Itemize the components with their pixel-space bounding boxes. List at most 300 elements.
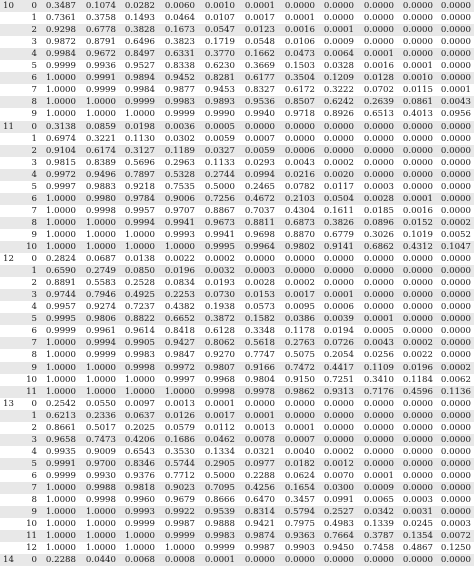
probability-cell: 0.9274	[85, 302, 116, 313]
probability-cell: 0.8891	[45, 278, 76, 289]
probability-cell: 0.9972	[45, 169, 76, 180]
n-cell	[1, 108, 16, 120]
probability-cell: 1.0000	[45, 386, 76, 397]
table-row	[0, 48, 474, 60]
probability-cell: 0.2824	[45, 254, 76, 265]
probability-cell: 0.6652	[164, 314, 195, 325]
probability-cell: 0.0001	[402, 61, 433, 72]
probability-cell: 1.0000	[124, 242, 155, 252]
n-cell: 12	[3, 254, 14, 265]
probability-cell: 0.0994	[244, 169, 275, 180]
probability-cell: 0.6513	[363, 109, 394, 120]
probability-cell: 0.9972	[164, 362, 195, 373]
probability-cell: 0.0000	[363, 302, 394, 313]
probability-cell: 0.1109	[363, 362, 394, 373]
probability-cell: 1.0000	[45, 519, 76, 530]
x-cell: 10	[26, 519, 37, 530]
probability-cell: 1.0000	[45, 229, 76, 240]
probability-cell: 0.9421	[244, 519, 275, 530]
probability-cell: 1.0000	[85, 217, 116, 228]
x-cell: 9	[31, 507, 37, 518]
x-cell: 5	[31, 458, 37, 469]
probability-cell: 0.0000	[440, 37, 471, 48]
probability-cell: 0.2336	[85, 410, 116, 421]
probability-cell: 0.7472	[284, 362, 315, 373]
probability-cell: 0.9815	[45, 157, 76, 168]
probability-cell: 0.0117	[323, 181, 354, 192]
probability-cell: 0.0000	[363, 25, 394, 36]
x-cell: 3	[31, 434, 37, 445]
probability-cell: 0.0107	[204, 13, 235, 24]
table-row	[0, 325, 474, 337]
probability-cell: 0.0059	[244, 145, 275, 156]
probability-cell: 1.0000	[45, 362, 76, 373]
probability-cell: 0.1189	[164, 145, 195, 156]
probability-cell: 0.1133	[204, 157, 235, 168]
probability-cell: 0.0302	[164, 133, 195, 144]
probability-cell: 0.9997	[164, 374, 195, 385]
probability-cell: 0.0052	[440, 229, 471, 240]
probability-cell: 0.0001	[323, 25, 354, 36]
n-cell	[1, 217, 16, 229]
table-row	[0, 229, 474, 241]
table-row	[0, 458, 474, 470]
probability-cell: 0.9009	[85, 446, 116, 457]
x-cell: 8	[31, 97, 37, 108]
probability-cell: 0.6778	[85, 25, 116, 36]
probability-cell: 0.0013	[244, 422, 275, 433]
probability-cell: 0.8338	[164, 61, 195, 72]
probability-cell: 0.0000	[323, 422, 354, 433]
probability-cell: 0.5075	[284, 350, 315, 361]
probability-cell: 0.0001	[244, 1, 275, 11]
probability-cell: 0.4925	[124, 290, 155, 301]
x-cell: 2	[31, 145, 37, 156]
probability-cell: 0.9998	[85, 495, 116, 506]
probability-cell: 0.0000	[440, 314, 471, 325]
probability-cell: 0.0182	[284, 458, 315, 469]
probability-cell: 0.0000	[323, 266, 354, 277]
n-cell	[1, 12, 16, 24]
probability-cell: 0.0000	[363, 458, 394, 469]
n-cell	[1, 374, 16, 386]
probability-cell: 0.1654	[284, 483, 315, 493]
probability-cell: 0.0043	[363, 338, 394, 349]
probability-cell: 0.2025	[124, 422, 155, 433]
probability-cell: 0.0123	[244, 25, 275, 36]
probability-cell: 0.3826	[323, 217, 354, 228]
probability-cell: 0.0000	[363, 145, 394, 156]
probability-cell: 0.9998	[124, 362, 155, 373]
probability-cell: 0.0000	[402, 25, 433, 36]
n-cell	[1, 289, 16, 301]
probability-cell: 0.2253	[164, 290, 195, 301]
probability-cell: 0.3530	[164, 446, 195, 457]
probability-cell: 0.0001	[363, 314, 394, 325]
probability-cell: 0.6213	[45, 410, 76, 421]
probability-cell: 0.0002	[440, 217, 471, 228]
probability-cell: 0.0000	[440, 422, 471, 433]
probability-cell: 0.0547	[204, 25, 235, 36]
probability-cell: 0.0548	[244, 37, 275, 48]
x-cell: 5	[31, 181, 37, 192]
probability-cell: 0.4983	[323, 519, 354, 530]
probability-cell: 0.8281	[204, 73, 235, 84]
probability-cell: 0.8346	[124, 458, 155, 469]
probability-cell: 0.0386	[284, 314, 315, 325]
probability-cell: 0.4256	[244, 483, 275, 493]
probability-cell: 0.9999	[85, 350, 116, 361]
probability-cell: 0.9968	[204, 374, 235, 385]
n-cell	[1, 301, 16, 313]
n-cell	[1, 446, 16, 458]
n-cell	[1, 337, 16, 349]
n-cell	[1, 530, 16, 542]
probability-cell: 1.0000	[85, 386, 116, 397]
probability-cell: 0.0000	[402, 49, 433, 60]
probability-cell: 0.0687	[85, 254, 116, 265]
probability-cell: 0.0060	[164, 1, 195, 11]
x-cell: 2	[31, 25, 37, 36]
probability-cell: 0.6172	[284, 85, 315, 96]
probability-cell: 0.0991	[323, 495, 354, 506]
probability-cell: 0.2763	[284, 338, 315, 349]
probability-cell: 0.0000	[244, 254, 275, 265]
x-cell: 11	[26, 531, 37, 542]
probability-cell: 0.9999	[164, 531, 195, 542]
probability-cell: 0.9218	[124, 181, 155, 192]
probability-cell: 0.0573	[244, 302, 275, 313]
probability-cell: 0.9784	[124, 193, 155, 204]
probability-cell: 0.0000	[440, 458, 471, 469]
probability-cell: 0.0072	[440, 531, 471, 542]
probability-cell: 0.9847	[164, 350, 195, 361]
probability-cell: 0.2639	[363, 97, 394, 108]
probability-cell: 0.0000	[440, 302, 471, 313]
table-row	[0, 12, 474, 24]
probability-cell: 0.6543	[124, 446, 155, 457]
probability-cell: 0.1136	[440, 386, 471, 397]
table-row	[0, 470, 474, 482]
probability-cell: 0.0282	[124, 1, 155, 11]
probability-cell: 0.8870	[284, 229, 315, 240]
probability-cell: 0.0000	[284, 254, 315, 265]
probability-cell: 0.0000	[440, 326, 471, 337]
probability-cell: 0.0000	[402, 157, 433, 168]
probability-cell: 0.0001	[363, 49, 394, 60]
probability-cell: 0.0000	[440, 181, 471, 192]
probability-cell: 0.0001	[323, 290, 354, 301]
table-row	[0, 506, 474, 518]
probability-cell: 0.4312	[402, 242, 433, 252]
x-cell: 5	[31, 314, 37, 325]
probability-cell: 0.9802	[284, 242, 315, 252]
probability-cell: 0.6862	[363, 242, 394, 252]
table-row	[0, 121, 474, 133]
probability-cell: 1.0000	[45, 242, 76, 252]
probability-cell: 0.3872	[204, 314, 235, 325]
probability-cell: 0.5794	[284, 507, 315, 518]
probability-cell: 0.1686	[164, 434, 195, 445]
probability-cell: 0.9427	[164, 338, 195, 349]
probability-cell: 0.0003	[402, 495, 433, 506]
x-cell: 6	[31, 193, 37, 204]
probability-cell: 0.3026	[363, 229, 394, 240]
probability-cell: 0.9987	[164, 519, 195, 530]
n-cell	[1, 470, 16, 482]
x-cell: 9	[31, 109, 37, 120]
probability-cell: 0.1582	[244, 314, 275, 325]
n-cell: 10	[3, 1, 14, 11]
probability-cell: 0.9995	[45, 314, 76, 325]
probability-cell: 0.4672	[244, 193, 275, 204]
probability-cell: 0.9006	[164, 193, 195, 204]
probability-cell: 0.0000	[440, 1, 471, 11]
x-cell: 10	[26, 242, 37, 252]
probability-cell: 0.0002	[323, 446, 354, 457]
probability-cell: 0.0001	[204, 398, 235, 409]
probability-cell: 0.4304	[284, 205, 315, 216]
probability-cell: 0.2054	[323, 350, 354, 361]
probability-cell: 0.7458	[363, 543, 394, 554]
probability-cell: 0.0000	[323, 398, 354, 409]
probability-cell: 0.0000	[440, 398, 471, 409]
probability-cell: 0.3504	[284, 73, 315, 84]
probability-cell: 0.1074	[85, 1, 116, 11]
probability-cell: 0.0000	[284, 398, 315, 409]
probability-cell: 0.5583	[85, 278, 116, 289]
table-row	[0, 145, 474, 157]
probability-cell: 0.2744	[204, 169, 235, 180]
probability-cell: 1.0000	[85, 362, 116, 373]
probability-cell: 0.0861	[402, 97, 433, 108]
probability-cell: 0.0000	[244, 121, 275, 132]
n-cell	[1, 518, 16, 530]
probability-cell: 0.9999	[45, 470, 76, 481]
probability-cell: 0.6470	[244, 495, 275, 506]
probability-cell: 0.0007	[284, 434, 315, 445]
probability-cell: 0.0065	[363, 495, 394, 506]
probability-cell: 0.0017	[284, 290, 315, 301]
probability-cell: 0.0016	[284, 25, 315, 36]
table-row	[0, 362, 474, 374]
probability-cell: 0.0000	[440, 133, 471, 144]
probability-cell: 0.9804	[244, 374, 275, 385]
probability-cell: 0.0128	[363, 73, 394, 84]
probability-cell: 0.9453	[204, 85, 235, 96]
probability-cell: 0.0896	[363, 217, 394, 228]
probability-cell: 1.0000	[45, 507, 76, 518]
x-cell: 1	[31, 266, 37, 277]
probability-cell: 0.9994	[85, 338, 116, 349]
probability-cell: 0.9893	[204, 97, 235, 108]
probability-cell: 1.0000	[85, 374, 116, 385]
probability-cell: 0.0039	[323, 314, 354, 325]
x-cell: 8	[31, 217, 37, 228]
x-cell: 0	[31, 121, 37, 132]
probability-cell: 0.0000	[402, 13, 433, 24]
probability-cell: 0.8389	[85, 157, 116, 168]
probability-cell: 0.0000	[440, 470, 471, 481]
x-cell: 2	[31, 278, 37, 289]
probability-cell: 0.1662	[244, 49, 275, 60]
probability-cell: 0.0000	[323, 13, 354, 24]
probability-cell: 0.5744	[164, 458, 195, 469]
probability-cell: 0.9957	[124, 205, 155, 216]
probability-cell: 0.6974	[45, 133, 76, 144]
table-row	[0, 518, 474, 530]
probability-cell: 0.0000	[284, 266, 315, 277]
probability-cell: 0.9700	[85, 458, 116, 469]
probability-cell: 0.1719	[204, 37, 235, 48]
probability-cell: 0.9983	[204, 531, 235, 542]
table-row	[0, 217, 474, 229]
probability-cell: 1.0000	[45, 97, 76, 108]
probability-cell: 0.9936	[85, 61, 116, 72]
probability-cell: 0.9806	[85, 314, 116, 325]
probability-cell: 1.0000	[85, 229, 116, 240]
probability-cell: 0.0256	[363, 350, 394, 361]
probability-cell: 0.9980	[85, 193, 116, 204]
probability-cell: 0.0956	[440, 109, 471, 120]
probability-cell: 0.8811	[244, 217, 275, 228]
probability-cell: 0.2749	[85, 266, 116, 277]
probability-cell: 0.0198	[124, 121, 155, 132]
probability-cell: 1.0000	[45, 495, 76, 506]
probability-cell: 0.0036	[164, 121, 195, 132]
probability-cell: 0.0106	[284, 37, 315, 48]
probability-cell: 0.0000	[402, 470, 433, 481]
probability-cell: 0.9997	[45, 181, 76, 192]
probability-cell: 0.7095	[204, 483, 235, 493]
probability-cell: 1.0000	[85, 242, 116, 252]
probability-cell: 0.0000	[440, 507, 471, 518]
probability-cell: 0.1047	[440, 242, 471, 252]
probability-cell: 0.0000	[402, 302, 433, 313]
probability-cell: 0.7037	[244, 205, 275, 216]
probability-cell: 0.2527	[323, 507, 354, 518]
probability-cell: 0.0000	[440, 157, 471, 168]
probability-cell: 0.9877	[164, 85, 195, 96]
probability-cell: 0.1019	[402, 229, 433, 240]
probability-cell: 0.3127	[124, 145, 155, 156]
probability-cell: 0.0850	[124, 266, 155, 277]
probability-cell: 0.6779	[323, 229, 354, 240]
table-row	[0, 530, 474, 542]
probability-cell: 0.9999	[204, 543, 235, 554]
probability-cell: 1.0000	[85, 109, 116, 120]
probability-cell: 0.0000	[440, 13, 471, 24]
probability-cell: 0.1184	[402, 374, 433, 385]
table-row	[0, 410, 474, 422]
n-cell	[1, 386, 16, 398]
probability-cell: 0.0000	[440, 254, 471, 265]
table-row	[0, 398, 474, 410]
probability-cell: 0.0000	[440, 266, 471, 277]
x-cell: 0	[31, 1, 37, 11]
x-cell: 7	[31, 85, 37, 96]
n-cell	[1, 145, 16, 157]
probability-cell: 0.0000	[440, 555, 471, 566]
probability-cell: 0.6177	[244, 73, 275, 84]
probability-cell: 0.0000	[402, 422, 433, 433]
probability-cell: 0.0017	[204, 410, 235, 421]
x-cell: 8	[31, 350, 37, 361]
probability-cell: 0.2542	[45, 398, 76, 409]
table-row	[0, 265, 474, 277]
probability-cell: 0.9993	[124, 507, 155, 518]
probability-cell: 0.0000	[402, 326, 433, 337]
probability-cell: 0.9999	[124, 97, 155, 108]
probability-cell: 0.7946	[85, 290, 116, 301]
probability-cell: 0.0002	[440, 362, 471, 373]
probability-cell: 1.0000	[164, 386, 195, 397]
x-cell: 5	[31, 61, 37, 72]
probability-cell: 0.0001	[363, 470, 394, 481]
probability-cell: 0.7712	[164, 470, 195, 481]
probability-cell: 0.0702	[363, 85, 394, 96]
probability-cell: 0.9983	[124, 350, 155, 361]
probability-cell: 0.8791	[85, 37, 116, 48]
probability-cell: 0.9744	[45, 290, 76, 301]
x-cell: 4	[31, 302, 37, 313]
probability-cell: 0.8661	[45, 422, 76, 433]
probability-cell: 0.1178	[284, 326, 315, 337]
probability-cell: 0.0000	[363, 1, 394, 11]
probability-cell: 0.0006	[284, 145, 315, 156]
probability-cell: 1.0000	[45, 531, 76, 542]
probability-cell: 0.9872	[45, 37, 76, 48]
probability-cell: 0.0000	[323, 434, 354, 445]
probability-cell: 0.9874	[244, 531, 275, 542]
x-cell: 3	[31, 37, 37, 48]
probability-cell: 0.9298	[45, 25, 76, 36]
probability-cell: 0.1354	[402, 531, 433, 542]
n-cell	[1, 205, 16, 217]
probability-cell: 0.9961	[85, 326, 116, 337]
probability-cell: 0.0000	[323, 133, 354, 144]
probability-cell: 0.0185	[363, 205, 394, 216]
probability-cell: 0.0834	[164, 278, 195, 289]
probability-cell: 0.0062	[440, 374, 471, 385]
probability-cell: 0.0097	[124, 398, 155, 409]
probability-cell: 0.1130	[124, 133, 155, 144]
probability-cell: 0.0000	[402, 410, 433, 421]
probability-cell: 0.8507	[284, 97, 315, 108]
probability-cell: 0.7176	[363, 386, 394, 397]
probability-cell: 0.0000	[284, 121, 315, 132]
probability-cell: 0.9930	[85, 470, 116, 481]
probability-cell: 0.9995	[204, 242, 235, 252]
probability-cell: 0.0059	[204, 133, 235, 144]
probability-cell: 0.3487	[45, 1, 76, 11]
probability-cell: 0.0022	[402, 350, 433, 361]
probability-cell: 0.9957	[45, 302, 76, 313]
probability-cell: 0.0000	[323, 121, 354, 132]
probability-cell: 0.9698	[244, 229, 275, 240]
probability-cell: 0.7361	[45, 13, 76, 24]
table-row	[0, 133, 474, 145]
probability-cell: 0.7975	[284, 519, 315, 530]
probability-cell: 0.9679	[164, 495, 195, 506]
probability-cell: 0.7256	[204, 193, 235, 204]
x-cell: 1	[31, 133, 37, 144]
probability-cell: 0.9894	[124, 73, 155, 84]
probability-cell: 0.1334	[204, 446, 235, 457]
x-cell: 4	[31, 169, 37, 180]
probability-cell: 0.9941	[164, 217, 195, 228]
probability-cell: 0.9998	[85, 205, 116, 216]
